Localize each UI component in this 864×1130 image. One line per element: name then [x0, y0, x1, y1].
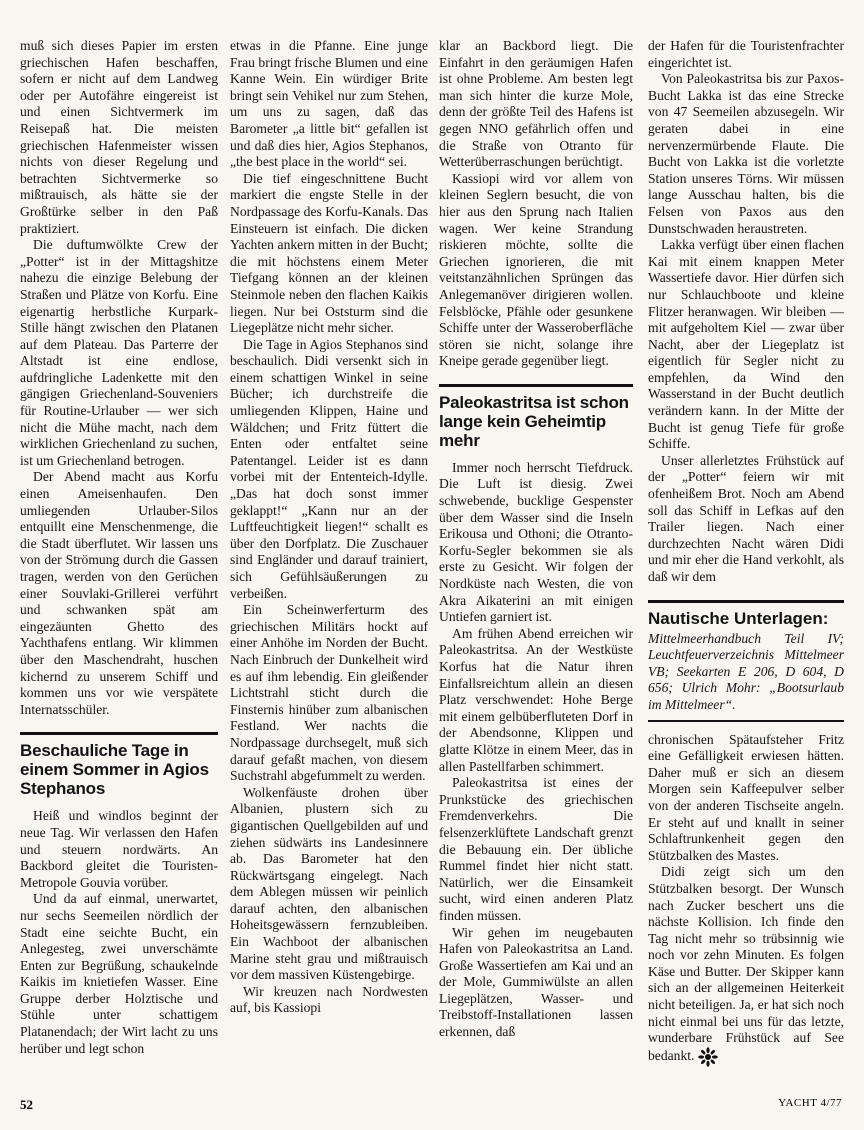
- paragraph: Ein Scheinwerferturm des griechischen Militärs hockt auf einer Anhöhe im Norden der Bucht. Nach Einbruch der Dunkelheit wird es auf ihm lebendig. Ein gleißender Lichtstrahl sticht durch die Finsternis hinüber zum albanischen Festland. Wer nachts die Nordpassage durchsegelt, muß sich darauf gefaßt machen, von diesem Suchstrahl abgefummelt zu werden.: [230, 602, 428, 784]
- paragraph: Paleokastritsa ist eines der Prunkstücke des griechischen Fremdenverkehrs. Die felsenzerklüftete Landschaft grenzt die Bebauung ein. Der übliche Rummel findet hier nicht statt. Natürlich, wer die Einsamkeit sucht, wird einen anderen Platz finden müssen.: [439, 775, 633, 923]
- notes-title: Nautische Unterlagen:: [648, 608, 829, 628]
- paragraph: muß sich dieses Papier im ersten griechischen Hafen beschaffen, sofern er nicht auf dem Landweg oder per Autofähre eingereist ist und einen Sichtvermerk im Reisepaß hat. Die meisten griechischen Hafenmeister wissen nichts von dieser Regelung und betrachten Sichtvermerke so mißtrauisch, als hätte sie der Großtürke selber in den Paß praktiziert.: [20, 38, 218, 236]
- paragraph: Die duftumwölkte Crew der „Potter“ ist in der Mittagshitze nahezu die einzige Belebung der Straßen und Plätze von Korfu. Eine eigenartig herbstliche Kurpark-Stille hängt zwischen den Platanen auf dem Plateau. Das Parterre der Altstadt ist eine endlose, aufdringliche Ladenkette mit den gängigen Griechenland-Souveniers für Routine-Urlauber — wer sich nicht die Mühe macht, nach dem wirklichen Griechenland zu suchen, ist um Griechenland betrogen.: [20, 237, 218, 468]
- section-heading-block: [20, 732, 218, 798]
- paragraph: chronischen Spätaufsteher Fritz eine Gefälligkeit erwiesen hätten. Daher muß er sich an diesem Morgen sein Kaffeepulver selber von der anderen Tischseite angeln. Er steht auf und knallt in seiner Schlaftrunkenheit gegen den Stützbalken des Mastes.: [648, 731, 844, 863]
- section-heading: Beschauliche Tage in einem Sommer in Agios Stephanos: [20, 741, 209, 799]
- column-4: [648, 38, 844, 1067]
- paragraph: Kassiopi wird vor allem von kleinen Seglern besucht, die von hier aus den Sprung nach Italien wagen. Wer keine Strandung riskieren möchte, sollte die Griechen ignorieren, die mit veitstanzähnlichen Sprüngen das Anlegemanöver dirigieren wollen. Felsblöcke, Pfähle oder gesunkene Schiffe unter der Wasseroberfläche stören sie nicht, solange ihre Kneipe gerade gegenüber liegt.: [439, 170, 633, 369]
- magazine-issue: YACHT 4/77: [778, 1097, 842, 1109]
- nautical-notes-box: [648, 600, 844, 722]
- notes-text: Mittelmeerhandbuch Teil IV; Leuchtfeuerverzeichnis Mittelmeer VB; Seekarten E 206, D 604, D 656; Ulrich Mohr: „Bootsurlaub im Mittelmeer“.: [648, 630, 844, 712]
- end-mark-icon: [698, 1047, 718, 1067]
- paragraph: klar an Backbord liegt. Die Einfahrt in den geräumigen Hafen ist ohne Probleme. Am besten legt man sich hinter die kurze Mole, denn der größte Teil des Hafens ist gegen NNO gefährlich offen und die Straße von Otranto für Wetterüberraschungen berüchtigt.: [439, 38, 633, 170]
- paragraph: der Hafen für die Touristenfrachter eingerichtet ist.: [648, 38, 844, 70]
- paragraph: Wir gehen im neugebauten Hafen von Paleokastritsa an Land. Große Wassertiefen am Kai und an der Mole, Gummiwülste an allen Liegeplätzen, Wasser- und Treibstoff-Installationen lassen erkennen, daß: [439, 924, 633, 1040]
- paragraph: Der Abend macht aus Korfu einen Ameisenhaufen. Den umliegenden Urlauber-Silos entquillt eine Menschenmenge, die die Stadt überflutet. Wir lassen uns von der Strömung durch die Gassen tragen, werden von den Gerüchen einer Souvlaki-Grillerei verführt und schwanken spät am eingezäunten Ghetto des Yachthafens entlang. Wir klimmen über den Maschendraht, huschen kichernd zu unserem Schiff und kommen uns vor wie verspätete Internatsschüler.: [20, 469, 218, 717]
- paragraph: Unser allerletztes Frühstück auf der „Potter“ feiern wir mit ofenheißem Brot. Noch am Abend soll das Schiff in Lefkas auf den Trailer liegen. Nach einer durchzechten Nacht wären Didi und mir eher die Hand verkohlt, als daß wir dem: [648, 452, 844, 584]
- paragraph: Heiß und windlos beginnt der neue Tag. Wir verlassen den Hafen und steuern nordwärts. An Backbord gleitet die Touristen-Metropole Gouvia vorüber.: [20, 808, 218, 890]
- paragraph: Am frühen Abend erreichen wir Paleokastritsa. An der Westküste Korfus hat die Natur ihren Einfallsreichtum allein an diesen Platz verschwendet: Hohe Berge mit einem gelbüberfluteten Dorf in der Abendsonne, Klippen und glatte Klötze in einem Meer, das in allen Pastellfarben schimmert.: [439, 625, 633, 774]
- column-2: [230, 38, 428, 1017]
- paragraph: etwas in die Pfanne. Eine junge Frau bringt frische Blumen und eine Kanne Wein. Ein würdiger Brite bringt sein Vehikel nur zum Stehen, um uns zu sagen, daß das Barometer „a little bit“ gefallen ist und daß dies hier, Agios Stephanos, „the best place in the world“ sei.: [230, 38, 428, 170]
- section-heading: Paleokastritsa ist schon lange kein Geheimtip mehr: [439, 392, 629, 450]
- paragraph: Die tief eingeschnittene Bucht markiert die engste Stelle in der Nordpassage des Korfu-Kanals. Das Einsteuern ist einfach. Die dicken Yachten ankern mitten in der Bucht; die mit höchstens einem Meter Tiefgang können an der kleinen Steinmole neben den flachen Kaikis liegen. Nur bei Oststurm sind die Liegeplätze nicht mehr sicher.: [230, 170, 428, 336]
- paragraph: Wir kreuzen nach Nordwesten auf, bis Kassiopi: [230, 983, 428, 1016]
- section-heading-block: [439, 384, 633, 450]
- paragraph-text: Didi zeigt sich um den Stützbalken besorgt. Der Wunsch nach Zucker beschert uns die nächste Kollision. Ich finde den Tag nicht mehr so trübsinnig wie noch vor zehn Minuten. Es folgen Käse und Butter. Der Skipper kann sich an der allgemeinen Heiterkeit nicht beteiligen. Ja, er hat sich noch nicht einmal bei uns für das letzte, wunderbare Frühstück auf See bedankt.: [648, 864, 844, 1063]
- column-3: [439, 38, 633, 1041]
- paragraph: Von Paleokastritsa bis zur Paxos-Bucht Lakka ist das eine Strecke von 47 Seemeilen abzusegeln. Wir geraten dabei in eine nervenzermürbende Flaute. Die Bucht von Lakka ist die vorletzte Station unseres Törns. Wir müssen lange Ausschau halten, bis die Felsen von Paxos aus den Dunstschwaden heraustreten.: [648, 71, 844, 236]
- paragraph: Und da auf einmal, unerwartet, nur sechs Seemeilen nördlich der Stadt eine seichte Bucht, ein Anlegesteg, zwei unverschämte Enten zur Begrüßung, schaukelnde Kaikis im knietiefen Wasser. Eine Gruppe derber Holztische und Stühle unter schattigem Platanendach; der Wirt lacht zu uns herüber und legt schon: [20, 891, 218, 1056]
- paragraph: Die Tage in Agios Stephanos sind beschaulich. Didi versenkt sich in einem schattigen Winkel in seine Bücher; ich durchstreife die umliegenden Klippen, Haine und Wäldchen; und Fritz füttert die Enten oder entfaltet seine Patentangel. Leider ist es dann vorbei mit der Ententeich-Idylle. „Das hat doch sonst immer geklappt!“ „Kann nur an der Luftfeuchtigkeit liegen!“ schallt es über den Dorfplatz. Die Zuschauer sind Engländer und darauf trainiert, sich Gefühlsäußerungen zu verbeißen.: [230, 336, 428, 601]
- paragraph: Immer noch herrscht Tiefdruck. Die Luft ist diesig. Zwei schwebende, bucklige Gespenster über dem Wasser sind die Inseln Erikousa und Othoni; die Otranto-Korfu-Segler bekommen sie als erste zu Gesicht. Wir folgen der Nordküste nach Westen, die von Akra Aikaterini an mit einigen Untiefen garniert ist.: [439, 459, 633, 625]
- paragraph: Wolkenfäuste drohen über Albanien, plustern sich zu gigantischen Quellgebilden auf und ziehen südwärts ins Landesinnere ab. Das Barometer hat den Rückwärtsgang eingelegt. Nach dem Ablegen müssen wir peinlich darauf achten, den albanischen Hoheitsgewässern fernzubleiben. Ein Wachboot der albanischen Marine steht grau und mißtrauisch vor dem massiven Küstengebirge.: [230, 784, 428, 983]
- column-1: [20, 38, 218, 1057]
- paragraph: [648, 864, 844, 1067]
- paragraph: Lakka verfügt über einen flachen Kai mit einem knappen Meter Wassertiefe davor. Hier dürfen sich nur Schlauchboote und kleine Flitzer heranwagen. Wir bleiben — mit aufgeholtem Kiel — zwar über Nacht, aber der Liegeplatz ist eigentlich für Segler nicht zu empfehlen, da Wind den Wasserstand in der Bucht deutlich verändern kann. In der Mitte der Bucht ist genug Tiefe für große Schiffe.: [648, 237, 844, 452]
- page-number: 52: [20, 1097, 33, 1112]
